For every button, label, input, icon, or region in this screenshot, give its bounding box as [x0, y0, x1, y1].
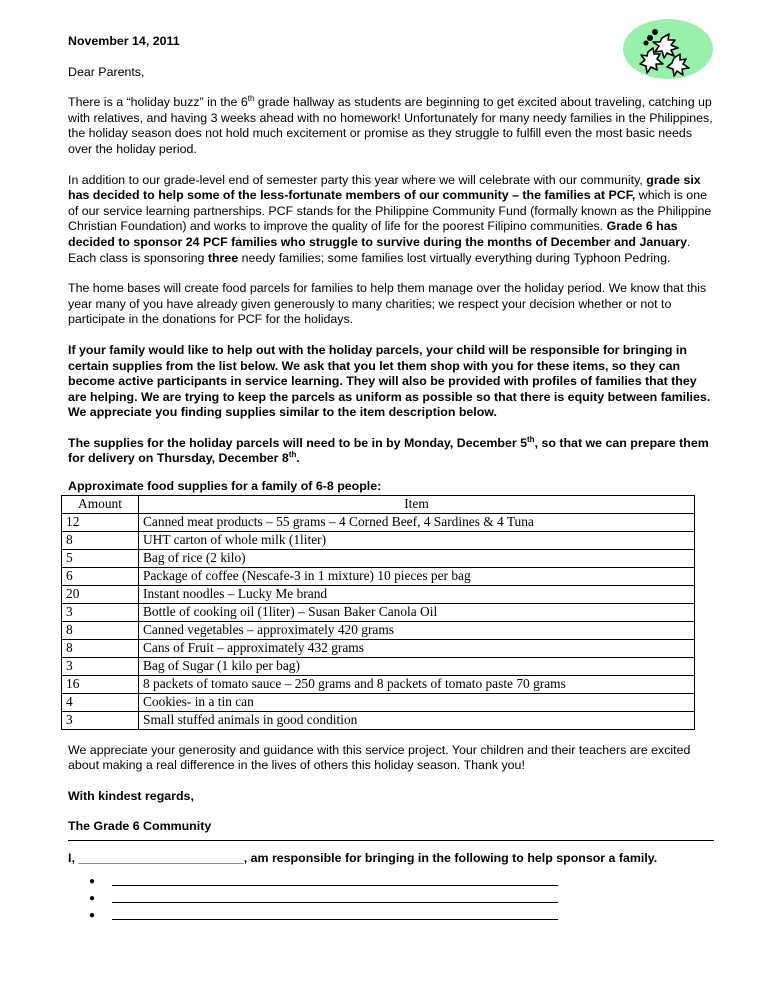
table-row [62, 531, 695, 549]
amount-cell: 5 [62, 549, 139, 567]
bullet-icon: ● [89, 909, 96, 921]
pledge-bullet-list [89, 873, 714, 924]
write-in-line[interactable] [112, 902, 558, 903]
pledge-line: I, ________________________, am responsible for bringing in the following to help sponsor a family. [68, 851, 658, 866]
column-header-amount: Amount [62, 495, 139, 513]
item-cell: Bottle of cooking oil (1liter) – Susan Baker Canola Oil [139, 603, 695, 621]
pledge-bullet-item[interactable] [89, 907, 714, 924]
paragraph-deadline: The supplies for the holiday parcels will need to be in by Monday, December 5th, so that we can prepare them for delivery on Thursday, December 8th. [68, 434, 709, 466]
write-in-line[interactable] [112, 919, 558, 920]
table-header-row [62, 495, 695, 513]
bullet-icon: ● [89, 892, 96, 904]
item-cell: Canned meat products – 55 grams – 4 Corned Beef, 4 Sardines & 4 Tuna [139, 513, 695, 531]
item-cell: Bag of Sugar (1 kilo per bag) [139, 657, 695, 675]
table-caption: Approximate food supplies for a family of 6-8 people: [68, 479, 382, 494]
item-cell: Bag of rice (2 kilo) [139, 549, 695, 567]
pledge-bullet-item[interactable] [89, 890, 714, 907]
table-row [62, 639, 695, 657]
table-row [62, 603, 695, 621]
amount-cell: 8 [62, 531, 139, 549]
letter-body [68, 34, 714, 924]
signature: The Grade 6 Community [68, 819, 212, 834]
table-row [62, 585, 695, 603]
closing: With kindest regards, [68, 788, 194, 803]
write-in-line[interactable] [112, 885, 558, 886]
item-cell: Canned vegetables – approximately 420 grams [139, 621, 695, 639]
amount-cell: 3 [62, 711, 139, 729]
table-row [62, 513, 695, 531]
paragraph-pcf: In addition to our grade-level end of semester party this year where we will celebrate with our community, grade six has decided to help some of the less-fortunate members of our community – the families at PCF, which is one of our service learning partnerships. PCF stands for the Philippine Community Fund (formally known as the Philippine Christian Foundation) and works to improve the quality of life for the poorest Filipino communities. Grade 6 has decided to sponsor 24 PCF families who struggle to survive during the months of December and January. Each class is sponsoring three needy families; some families lost virtually everything during Typhoon Pedring. [68, 172, 712, 265]
table-row [62, 567, 695, 585]
item-cell: Cans of Fruit – approximately 432 grams [139, 639, 695, 657]
amount-cell: 20 [62, 585, 139, 603]
paragraph-intro: There is a “holiday buzz” in the 6th grade hallway as students are beginning to get excited about traveling, catching up with relatives, and having 3 weeks ahead with no homework! Unfortunately for many needy families in the Philippines, the holiday season does not hold much excitement or promise as they struggle to fulfill even the most basic needs over the holiday period. [68, 94, 713, 156]
letter-date: November 14, 2011 [68, 34, 180, 48]
amount-cell: 8 [62, 639, 139, 657]
table-row [62, 549, 695, 567]
item-cell: Instant noodles – Lucky Me brand [139, 585, 695, 603]
pledge-bullet-item[interactable] [89, 873, 714, 890]
column-header-item: Item [139, 495, 695, 513]
amount-cell: 6 [62, 567, 139, 585]
paragraph-home-bases: The home bases will create food parcels for families to help them manage over the holiday period. We know that this year many of you have already given generously to many charities; we respect your decision whether or not to participate in the donations for PCF for the holidays. [68, 281, 707, 327]
item-cell: Package of coffee (Nescafe-3 in 1 mixture) 10 pieces per bag [139, 567, 695, 585]
item-cell: Cookies- in a tin can [139, 693, 695, 711]
salutation: Dear Parents, [68, 64, 145, 79]
paragraph-instructions: If your family would like to help out with the holiday parcels, your child will be responsible for bringing in certain supplies from the list below. We ask that you let them shop with you for these items, so they can become active participants in service learning. They will also be provided with profiles of families that they are helping. We are trying to keep the parcels as uniform as possible so that there is equity between families. We appreciate you finding supplies similar to the item description below. [68, 342, 711, 420]
amount-cell: 3 [62, 603, 139, 621]
bullet-icon: ● [89, 875, 96, 887]
paragraph-thanks: We appreciate your generosity and guidance with this service project. Your children and their teachers are excited about making a real difference in the lives of others this holiday season. Thank you! [68, 742, 691, 773]
amount-cell: 8 [62, 621, 139, 639]
item-cell: 8 packets of tomato sauce – 250 grams and 8 packets of tomato paste 70 grams [139, 675, 695, 693]
table-row [62, 711, 695, 729]
supplies-table [61, 495, 695, 730]
item-cell: Small stuffed animals in good condition [139, 711, 695, 729]
amount-cell: 12 [62, 513, 139, 531]
amount-cell: 3 [62, 657, 139, 675]
table-row [62, 693, 695, 711]
table-row [62, 657, 695, 675]
table-row [62, 675, 695, 693]
table-row [62, 621, 695, 639]
amount-cell: 16 [62, 675, 139, 693]
item-cell: UHT carton of whole milk (1liter) [139, 531, 695, 549]
amount-cell: 4 [62, 693, 139, 711]
